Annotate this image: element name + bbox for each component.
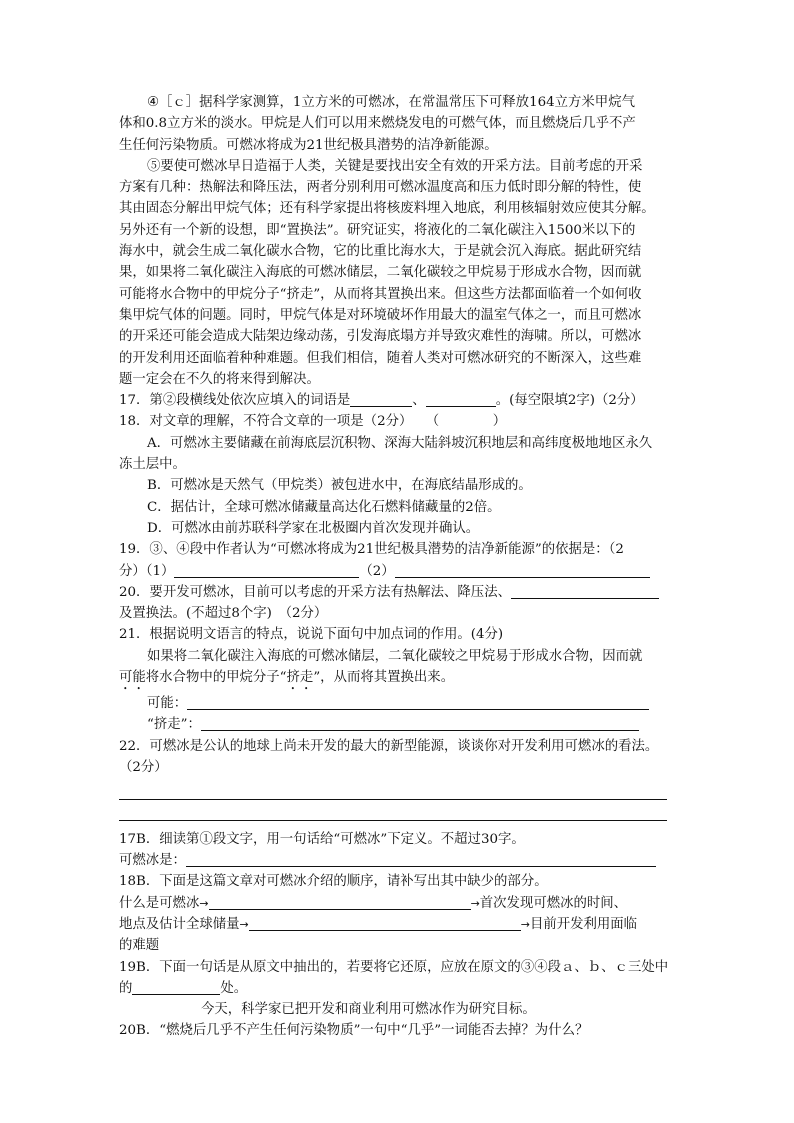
text-line: 的开发利用还面临着种种难题。但我们相信，随着人类对可燃冰研究的不断深入，这些难: [119, 350, 642, 366]
answer-suffix: 处。: [220, 980, 248, 996]
question-21-quote: 如果将二氧化碳注入海底的可燃冰储层，二氧化碳较之甲烷易于形成水合物，因而就: [147, 648, 643, 664]
answer-blank-19-1[interactable]: [174, 563, 359, 578]
question-20: [119, 582, 674, 625]
answer-blank-21-1[interactable]: [187, 695, 649, 710]
question-17b-answer: [119, 850, 674, 871]
answer-label: 的: [119, 980, 133, 996]
question-17-suffix: 。(每空限填2字)（2分）: [495, 393, 644, 409]
question-18: [119, 411, 674, 539]
question-18b-stem: 18B．下面是这篇文章对可燃冰介绍的顺序，请补写出其中缺少的部分。: [119, 874, 548, 890]
answer-blank-17-1[interactable]: [350, 392, 412, 407]
sequence-item: 什么是可燃冰: [119, 895, 200, 911]
question-19b-stem: 19B．下面一句话是从原文中抽出的，若要将它还原，应放在原文的③④段ａ、ｂ、ｃ三处中: [119, 959, 669, 975]
text-line: ④［ｃ］据科学家测算，1立方米的可燃冰，在常温常压下可释放164立方米甲烷气: [147, 95, 635, 110]
text-line: 可能将水合物中的甲烷分子“挤走”，从而将其置换出来。但这些方法都面临着一个如何收: [119, 286, 642, 302]
answer-blank-17-2[interactable]: [426, 392, 496, 407]
answer-blank-20[interactable]: [511, 584, 659, 599]
question-18b: [119, 871, 674, 956]
question-21-stem: 21．根据说明文语言的特点，说说下面句中加点词的作用。(4分): [119, 627, 504, 643]
question-17: [119, 390, 674, 411]
option-a-cont: 冻土层中。: [119, 457, 186, 473]
answer-label-1: 分）（1）: [119, 563, 175, 579]
paragraph-5: [119, 156, 674, 390]
question-22-stem: 22．可燃冰是公认的地球上尚未开发的最大的新型能源，谈谈你对开发利用可燃冰的看法。: [119, 738, 659, 754]
question-19-stem: 19．③、④段中作者认为“可燃冰将成为21世纪极具潜势的洁净新能源”的依据是：（2: [119, 542, 624, 558]
spacer: [119, 821, 674, 829]
answer-blank-18b-1[interactable]: [209, 895, 471, 910]
question-18-stem: 18．对文章的理解，不符合文章的一项是（2分） （ ）: [119, 414, 507, 430]
separator: 、: [412, 393, 426, 409]
answer-line[interactable]: [119, 800, 667, 821]
answer-blank-19-2[interactable]: [395, 563, 650, 578]
answer-blank-18b-2[interactable]: [249, 916, 521, 931]
question-21-quote-cont: [119, 667, 674, 693]
text-line: 的开采还可能会造成大陆架边缘动荡，引发海底塌方并导致灾难性的海啸。所以，可燃冰: [119, 329, 642, 345]
text-line: 题一定会在不久的将来得到解决。: [119, 371, 320, 387]
question-21: [119, 624, 674, 735]
arrow-icon: →: [520, 917, 530, 931]
question-20-stem: [119, 582, 674, 603]
quote-text: ”，从而将其置换出来。: [313, 670, 455, 686]
answer-blank-19b[interactable]: [132, 980, 220, 995]
question-17b-stem: 17B．细读第①段文字，用一句话给“可燃冰”下定义。不超过30字。: [119, 831, 525, 847]
question-22-cont: （2分）: [119, 759, 168, 775]
text-line: 方案有几种：热解法和降压法，两者分别利用可燃冰温度高和压力低时即分解的特性，使: [119, 180, 642, 196]
option-c: C．据估计，全球可燃冰储藏量高达化石燃料储藏量的2倍。: [147, 499, 501, 515]
sequence-item: 首次发现可燃冰的时间、: [479, 895, 628, 911]
text-line: 海水中，就会生成二氧化碳水合物，它的比重比海水大，于是就会沉入海底。据此研究结: [119, 244, 642, 260]
answer-row-jizou: [119, 714, 674, 735]
question-19b: [119, 957, 674, 1021]
arrow-icon: →: [470, 896, 480, 910]
option-d: D．可燃冰由前苏联科学家在北极圈内首次发现并确认。: [147, 520, 480, 536]
answer-blank-17b[interactable]: [186, 852, 656, 867]
arrow-icon: →: [239, 917, 249, 931]
question-19: [119, 539, 674, 582]
text-line: 集甲烷气体的问题。同时，甲烷气体是对环境破坏作用最大的温室气体之一，而且可燃冰: [119, 307, 642, 323]
question-19-answers: [119, 561, 674, 582]
dotted-word-jizou: 挤走: [286, 670, 314, 686]
question-17-stem: 17．第②段横线处依次应填入的词语是: [119, 393, 351, 409]
question-20-text: 20．要开发可燃冰，目前可以考虑的开采方法有热解法、降压法、: [119, 584, 511, 600]
paragraph-4: [119, 92, 674, 156]
option-a: A．可燃冰主要储藏在前海底层沉积物、深海大陆斜坡沉积地层和高纬度极地地区永久: [147, 435, 653, 451]
sequence-item: 目前开发利用面临: [529, 916, 638, 932]
answer-label: 可燃冰是：: [119, 853, 186, 869]
dotted-word-keneng: 可能: [119, 670, 146, 686]
text-line: 果，如果将二氧化碳注入海底的可燃冰储层，二氧化碳较之甲烷易于形成水合物，因而就: [119, 265, 642, 281]
question-22: [119, 736, 674, 821]
answer-label: “挤走”：: [147, 717, 201, 733]
answer-label: 可能：: [147, 696, 188, 712]
answer-blank-21-2[interactable]: [201, 716, 639, 731]
sequence-item: 地点及估计全球储量: [119, 916, 240, 932]
question-17b: [119, 829, 674, 872]
text-line: 生任何污染物质。可燃冰将成为21世纪极具潜势的洁净新能源。: [119, 137, 498, 153]
question-20-cont: 及置换法。(不超过8个字) （2分）: [119, 606, 328, 622]
exam-page: [119, 92, 674, 1042]
answer-label-2: （2）: [359, 563, 395, 579]
answer-row-keneng: [119, 693, 674, 714]
question-20b-stem: 20B．“燃烧后几乎不产生任何污染物质”一句中“几乎”一词能否去掉？为什么？: [119, 1023, 589, 1039]
text-line: 其由固态分解出甲烷气体；还有科学家提出将核废料埋入地底，利用核辐射效应使其分解。: [119, 201, 655, 217]
extracted-sentence: 今天，科学家已把开发和商业利用可燃冰作为研究目标。: [201, 1002, 536, 1018]
text-line: 另外还有一个新的设想，即“置换法”。研究证实，将液化的二氧化碳注入1500米以下的: [119, 222, 636, 238]
question-19b-answer: [119, 978, 674, 999]
sequence-row-1: [119, 893, 674, 914]
arrow-icon: →: [199, 896, 209, 910]
option-b: B．可燃冰是天然气（甲烷类）被包进水中，在海底结晶形成的。: [147, 478, 532, 494]
text-line: ⑤要使可燃冰早日造福于人类，关键是要找出安全有效的开采方法。目前考虑的开采: [147, 158, 643, 174]
sequence-row-2: [119, 914, 674, 935]
sequence-row-3: 的难题: [119, 938, 160, 954]
quote-text: 将水合物中的甲烷分子“: [145, 670, 287, 686]
answer-line[interactable]: [119, 778, 667, 799]
text-line: 体和0.8立方米的淡水。甲烷是人们可以用来燃烧发电的可燃气体，而且燃烧后几乎不产: [119, 116, 636, 132]
